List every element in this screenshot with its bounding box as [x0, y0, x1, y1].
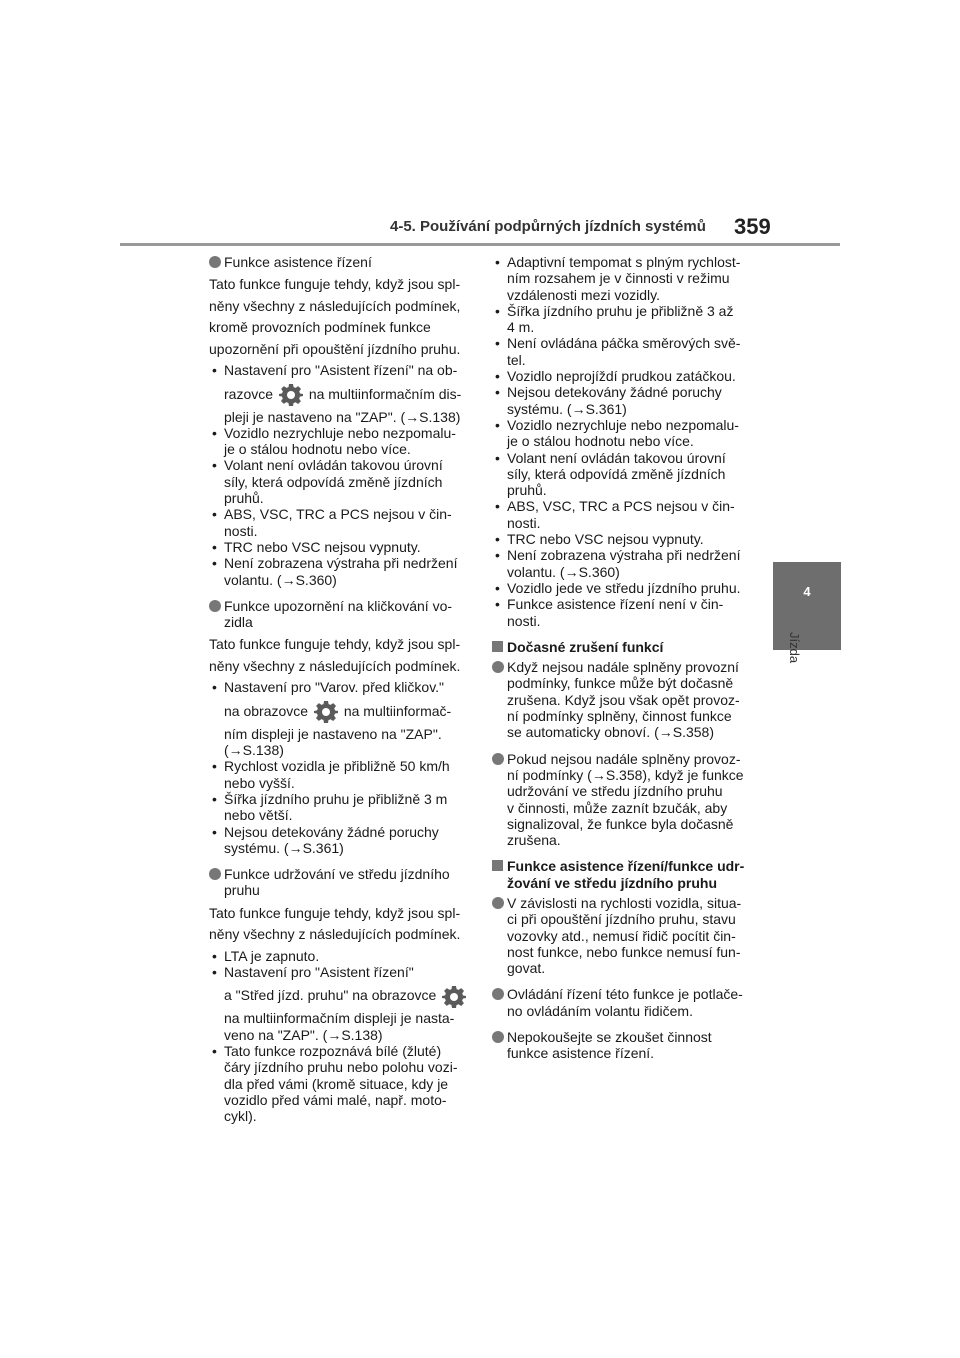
text-line: vozidlo před vámi malé, např. moto- — [224, 1091, 447, 1108]
list-item — [492, 547, 752, 580]
list-item — [209, 425, 469, 458]
list-item — [492, 335, 752, 368]
text-line: ním rozsahem je v činnosti v režimu — [507, 270, 730, 287]
text-line: Adaptivní tempomat s plným rychlost- — [507, 254, 741, 270]
text-line: TRC nebo VSC nejsou vypnuty. — [224, 538, 421, 555]
text-line: nosti. — [224, 522, 258, 539]
list-item — [492, 417, 752, 450]
list-item — [492, 498, 752, 531]
text-line: Nejsou detekovány žádné poruchy — [507, 384, 722, 401]
bullet-dot: • — [495, 596, 500, 613]
text-line: Tato funkce funguje tehdy, když jsou spl- — [209, 276, 461, 293]
bullet-text: Nastavení pro "Varov. před kličkov." — [224, 679, 445, 696]
text-line: ní podmínky (→S.358), když je funkce — [507, 766, 744, 783]
text-line: ABS, VSC, TRC a PCS nejsou v čin- — [224, 506, 452, 523]
text-line: Tato funkce funguje tehdy, když jsou spl- — [209, 636, 461, 653]
bullet-dot: • — [495, 254, 500, 270]
bullet-dot: • — [495, 498, 500, 515]
text-line: TRC nebo VSC nejsou vypnuty. — [507, 531, 704, 548]
list-item — [492, 303, 752, 336]
text-line: v činnosti, může zaznít bzučák, aby — [507, 799, 728, 816]
list-item — [209, 1043, 469, 1124]
list-item — [492, 596, 752, 629]
text-line: nebo větší. — [224, 807, 293, 824]
text-line: udržování ve středu jízdního pruhu — [507, 783, 723, 800]
text-line: něny všechny z následujících podmínek, — [209, 297, 461, 314]
text-line: je o stálou hodnotu nebo více. — [507, 433, 694, 450]
text-line: Ovládání řízení této funkce je potlače- — [507, 986, 743, 1003]
text-line: čáry jízdního pruhu nebo polohu vozi- — [224, 1059, 458, 1076]
bullet-dot: • — [495, 302, 500, 319]
section-heading: Funkce asistence řízení/funkce udr- — [507, 858, 745, 875]
list-item — [492, 580, 752, 596]
text-line: govat. — [507, 960, 546, 977]
text-line: pruhů. — [224, 490, 264, 507]
right-column — [492, 254, 752, 1072]
text-line: cykl). — [224, 1108, 257, 1125]
text-line: nost funkce, nebo funkce nemusí fun- — [507, 943, 741, 960]
bullet-list — [209, 425, 469, 588]
section-lane-centering: Funkce udržování ve středu jízdního pruhu Tato funkce funguje tehdy, když jsou spl- něny všechny z následujících podmínek. • LTA je zapnuto. • Nastavení pro "Asistent řízení" a "Střed jízd. pruhu" na obrazovce na multiinformačním displeji je nasta- veno na "ZAP". (→S.138) • Tato funkce rozpoznává bílé (žluté) čáry jízdního pruhu nebo polohu vozi- dla před vámi (kromě situace, kdy je vozidlo před vámi malé, např. moto- cykl). — [209, 866, 469, 1124]
paragraph — [209, 274, 469, 360]
section-heading: Funkce upozornění na kličkování vo- — [224, 597, 453, 614]
bullet-circle-icon — [492, 988, 504, 1000]
text-line: zrušena. — [507, 832, 561, 849]
note-item — [492, 751, 752, 849]
bullet-dot: • — [212, 457, 217, 474]
text-line: je o stálou hodnotu nebo více. — [224, 441, 411, 458]
bullet-circle-icon — [492, 1031, 504, 1043]
bullet-circle-icon — [492, 753, 504, 765]
text-line: systému. (→S.361) — [507, 400, 627, 417]
text-line: Funkce asistence řízení není v čin- — [507, 596, 724, 613]
list-item — [209, 555, 469, 588]
text-line: Nejsou detekovány žádné poruchy — [224, 823, 439, 840]
text-line: Nepokoušejte se zkoušet činnost — [507, 1029, 712, 1046]
text-line: dla před vámi (kromě situace, kdy je — [224, 1075, 449, 1092]
text-line: signalizoval, že funkce byla dočasně — [507, 815, 734, 832]
list-item — [492, 531, 752, 547]
bullet-circle-icon — [492, 661, 504, 673]
note-item — [492, 1029, 752, 1062]
chapter-tab[interactable]: 4 — [773, 562, 841, 650]
text-line: Vozidlo nezrychluje nebo nezpomalu- — [224, 424, 456, 441]
text-line: něny všechny z následujících podmínek. — [209, 926, 461, 943]
header-divider — [120, 243, 840, 246]
note-item — [492, 895, 752, 976]
bullet-dot: • — [212, 424, 217, 441]
section-heading: Dočasné zrušení funkcí — [507, 638, 664, 655]
text-line: Šířka jízdního pruhu je přibližně 3 m — [224, 790, 448, 807]
list-item — [209, 791, 469, 824]
paragraph — [209, 634, 469, 677]
bullet-list — [492, 254, 752, 629]
section-heading: Funkce asistence řízení — [224, 254, 372, 270]
bullet-square-icon — [492, 641, 503, 652]
text-line: podmínky, funkce může být dočasně — [507, 675, 734, 692]
bullet-dot: • — [495, 384, 500, 401]
text-line: síly, která odpovídá změně jízdních — [507, 465, 726, 482]
text-line: něny všechny z následujících podmínek. — [209, 657, 461, 674]
text-line: Když nejsou nadále splněny provozní — [507, 659, 739, 676]
page-number: 359 — [734, 214, 771, 239]
bullet-dot: • — [495, 449, 500, 466]
bullet-dot: • — [212, 790, 217, 807]
text-line: Není ovládána páčka směrových svě- — [507, 335, 741, 352]
bullet-dot: • — [495, 368, 500, 385]
text-line: pruhů. — [507, 482, 547, 499]
section-steering-assist: Funkce asistence řízení Tato funkce funguje tehdy, když jsou spl- něny všechny z následujících podmínek, kromě provozních podmínek funkce upozornění při opouštění jízdního pruhu. • Nastavení pro "Asistent řízení" na ob- razovce na multiinformačním dis- pleji je nastaveno na "ZAP". (→S.138) • Vozidlo nezrychluje nebo nezpomalu- je o stálou hodnotu nebo více. • Volant není ovládán takovou úrovní síly, která odpovídá změně jízdních pruhů. • ABS, VSC, TRC a PCS nejsou v čin- nosti. • TRC nebo VSC nejsou vypnuty. • Není zobrazena výstraha při nedržení volantu. (→S.360) — [209, 254, 469, 588]
text-line: V závislosti na rychlosti vozidla, situa- — [507, 894, 742, 911]
section-assist-centering: Funkce asistence řízení/funkce udr- žování ve středu jízdního pruhu V závislosti na rychlosti vozidla, situa- ci při opouštění jízdního pruhu, stavu vozovky atd., nemusí řidič pocítit čin- nost funkce, nebo funkce nemusí fun- govat. Ovládání řízení této funkce je potlače- no ovládáním volantu řidičem. Nepokoušejte se zkoušet činnost funkce asistence řízení. — [492, 858, 752, 1061]
gear-icon — [314, 700, 338, 724]
text-line: vzdálenosti mezi vozidly. — [507, 286, 661, 303]
bullet-dot: • — [212, 506, 217, 523]
section-temporary-cancel — [492, 639, 752, 849]
bullet-text: Nastavení pro "Asistent řízení" — [224, 964, 414, 981]
text-line: ci při opouštění jízdního pruhu, stavu — [507, 911, 736, 928]
chapter-label: Jízda — [787, 632, 802, 664]
left-column — [209, 254, 469, 1130]
bullet-dot: • — [495, 335, 500, 352]
note-item — [492, 659, 752, 740]
list-item — [492, 450, 752, 499]
list-item — [492, 368, 752, 384]
text-line: nosti. — [507, 612, 541, 629]
bullet-dot: • — [212, 758, 217, 775]
text-line: Šířka jízdního pruhu je přibližně 3 až — [507, 302, 734, 319]
bullet-dot: • — [495, 547, 500, 564]
text-line: funkce asistence řízení. — [507, 1045, 655, 1062]
bullet-dot: • — [495, 416, 500, 433]
bullet-dot: • — [212, 1042, 217, 1059]
list-item — [209, 758, 469, 791]
text-line: nebo vyšší. — [224, 774, 295, 791]
text-line: nosti. — [507, 514, 541, 531]
bullet-circle-icon — [209, 600, 221, 612]
text-line: tel. — [507, 351, 526, 368]
list-item — [209, 457, 469, 506]
list-item — [209, 539, 469, 555]
text-line: 4 m. — [507, 319, 535, 336]
text-line: vozovky atd., nemusí řidič pocítit čin- — [507, 927, 736, 944]
text-line: Pokud nejsou nadále splněny provoz- — [507, 750, 741, 767]
gear-icon — [279, 383, 303, 407]
section-sway-warning: Funkce upozornění na kličkování vo- zidla Tato funkce funguje tehdy, když jsou spl- něny všechny z následujících podmínek. • Nastavení pro "Varov. před kličkov." na obrazovce na multiinformač- ním displeji je nastaveno na "ZAP". (→S.138) • Rychlost vozidla je přibližně 50 km/h nebo vyšší. • Šířka jízdního pruhu je přibližně 3 m nebo větší. • Nejsou detekovány žádné poruchy systému. (→S.361) — [209, 598, 469, 856]
text-line: ní podmínky splněny, činnost funkce — [507, 708, 732, 725]
bullet-dot: • — [212, 823, 217, 840]
bullet-text: LTA je zapnuto. — [224, 947, 320, 964]
text-line: Tato funkce funguje tehdy, když jsou spl- — [209, 904, 461, 921]
text-line: systému. (→S.361) — [224, 839, 344, 856]
text-line: kromě provozních podmínek funkce — [209, 319, 431, 336]
text-line: upozornění při opouštění jízdního pruhu. — [209, 340, 461, 357]
bullet-square-icon — [492, 860, 503, 871]
list-item — [209, 506, 469, 539]
text-line: zrušena. Když jsou však opět provoz- — [507, 691, 740, 708]
bullet-list — [209, 758, 469, 856]
text-line: Volant není ovládán takovou úrovní — [224, 457, 443, 474]
text-line: ABS, VSC, TRC a PCS nejsou v čin- — [507, 498, 735, 515]
text-line: no ovládáním volantu řidičem. — [507, 1002, 693, 1019]
bullet-dot: • — [212, 555, 217, 572]
text-line: Není zobrazena výstraha při nedržení — [507, 547, 741, 564]
text-line: Rychlost vozidla je přibližně 50 km/h — [224, 758, 450, 775]
text-line: Volant není ovládán takovou úrovní — [507, 449, 726, 466]
bullet-circle-icon — [209, 868, 221, 880]
text-line: volantu. (→S.360) — [507, 563, 620, 580]
text-line: se automaticky obnoví. (→S.358) — [507, 724, 714, 741]
text-line: síly, která odpovídá změně jízdních — [224, 473, 443, 490]
text-line: volantu. (→S.360) — [224, 571, 337, 588]
bullet-circle-icon — [492, 897, 504, 909]
text-line: Vozidlo jede ve středu jízdního pruhu. — [507, 579, 741, 596]
bullet-dot: • — [495, 579, 500, 596]
paragraph — [209, 903, 469, 946]
gear-icon — [442, 985, 466, 1009]
text-line: Vozidlo neprojíždí prudkou zatáčkou. — [507, 368, 736, 385]
list-item — [209, 824, 469, 857]
bullet-dot: • — [495, 531, 500, 548]
list-item — [492, 254, 752, 303]
note-item — [492, 986, 752, 1019]
section-title: 4-5. Používání podpůrných jízdních systémů — [390, 218, 706, 235]
section-heading: Funkce udržování ve středu jízdního — [224, 866, 450, 883]
text-line: Vozidlo nezrychluje nebo nezpomalu- — [507, 416, 739, 433]
bullet-dot: • — [212, 538, 217, 555]
bullet-list — [209, 1043, 469, 1124]
text-line: Není zobrazena výstraha při nedržení — [224, 555, 458, 572]
bullet-circle-icon — [209, 256, 221, 268]
bullet-text: Nastavení pro "Asistent řízení" na ob- — [224, 362, 458, 379]
list-item — [492, 384, 752, 417]
text-line: Tato funkce rozpoznává bílé (žluté) — [224, 1042, 442, 1059]
